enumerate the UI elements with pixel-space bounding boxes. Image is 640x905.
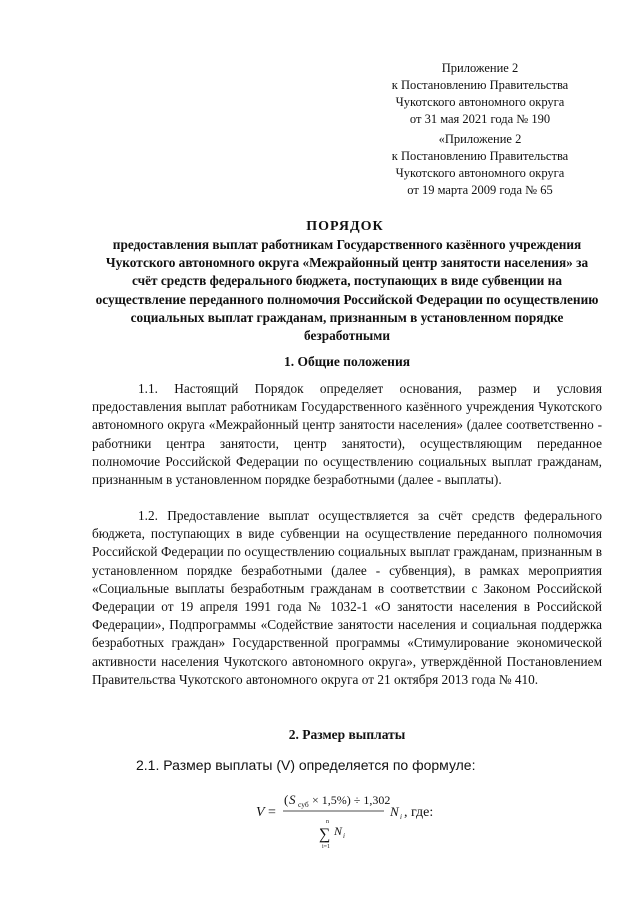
appendix-current-line2: к Постановлению Правительства [391,78,569,92]
document-subtitle: предоставления выплат работникам Государственного казённого учреждения Чукотского автономного округа «Межрайонный центр занятости населения» за счёт средств федерального бюджета, поступающих в виде субвенции на осуществление переданного полномочия Российской Федерации по осуществлению социальных выплат гражданам, признанным в установленном порядке безработными [95,237,599,344]
appendix-current-block [360,60,600,128]
payment-formula [256,784,516,854]
formula-s-sub: суб [298,800,309,809]
formula-numerator-rest: × 1,5%) ÷ 1,302 [312,793,391,807]
paragraph-2-1: 2.1. Размер выплаты (V) определяется по формуле: [136,757,476,773]
appendix-previous-line3: Чукотского автономного округа [395,166,565,180]
formula-den-n: N [334,824,343,838]
appendix-current-line4: от 31 мая 2021 года № 190 [409,112,551,126]
formula-svg [256,784,516,854]
paragraph-1-1: 1.1. Настоящий Порядок определяет основания, размер и условия предоставления выплат работникам Государственного казённого учреждения Чукотского автономного округа «Межрайонный центр занятости населения» (далее соответственно - работники центра занятости, центр занятости), осуществляющим переданное полномочие Российской Федерации по осуществлению социальных выплат гражданам, признанным в установленном порядке безработными (далее - выплаты). [92,381,602,488]
formula-lhs: V [256,805,265,820]
formula-mult-sub: i [400,813,402,821]
section-1-heading: 1. Общие положения [283,354,411,369]
paragraph-1-2: 1.2. Предоставление выплат осуществляется за счёт средств федерального бюджета, поступающих в виде субвенции на осуществление переданного полномочия Российской Федерации по осуществлению социальных выплат гражданам, признанным в установленном порядке безработными (далее - субвенция), в рамках мероприятия «Социальные выплаты безработным гражданам в соответствии с Законом Российской Федерации от 19 апреля 1991 года № 1032-1 «О занятости населения в Российской Федерации», Подпрограммы «Содействие занятости населения и социальная поддержка безработных граждан» Государственной программы «Стимулирование экономической активности населения Чукотского автономного округа», утверждённой Постановлением Правительства Чукотского автономного округа от 21 октября 2013 года № 410. [92,508,602,687]
section-2-heading: 2. Размер выплаты [288,727,406,742]
formula-mult-n: N [390,804,399,819]
appendix-previous-line1: «Приложение 2 [438,132,522,146]
appendix-current-line1: Приложение 2 [441,61,519,75]
document-title: ПОРЯДОК [306,219,384,234]
appendix-previous-line4: от 19 марта 2009 года № 65 [407,183,553,197]
formula-sum-bottom: i=1 [322,844,331,850]
formula-open-paren: ( [284,792,289,807]
formula-tail: , где: [404,805,434,820]
appendix-current-line3: Чукотского автономного округа [395,95,565,109]
appendix-previous-line2: к Постановлению Правительства [391,149,569,163]
appendix-previous-block [360,131,600,199]
formula-equals: = [268,805,276,820]
formula-sum-symbol: ∑ [319,826,331,843]
formula-s: S [289,792,296,807]
formula-den-sub: i [343,832,345,840]
formula-sum-top: n [326,819,329,825]
